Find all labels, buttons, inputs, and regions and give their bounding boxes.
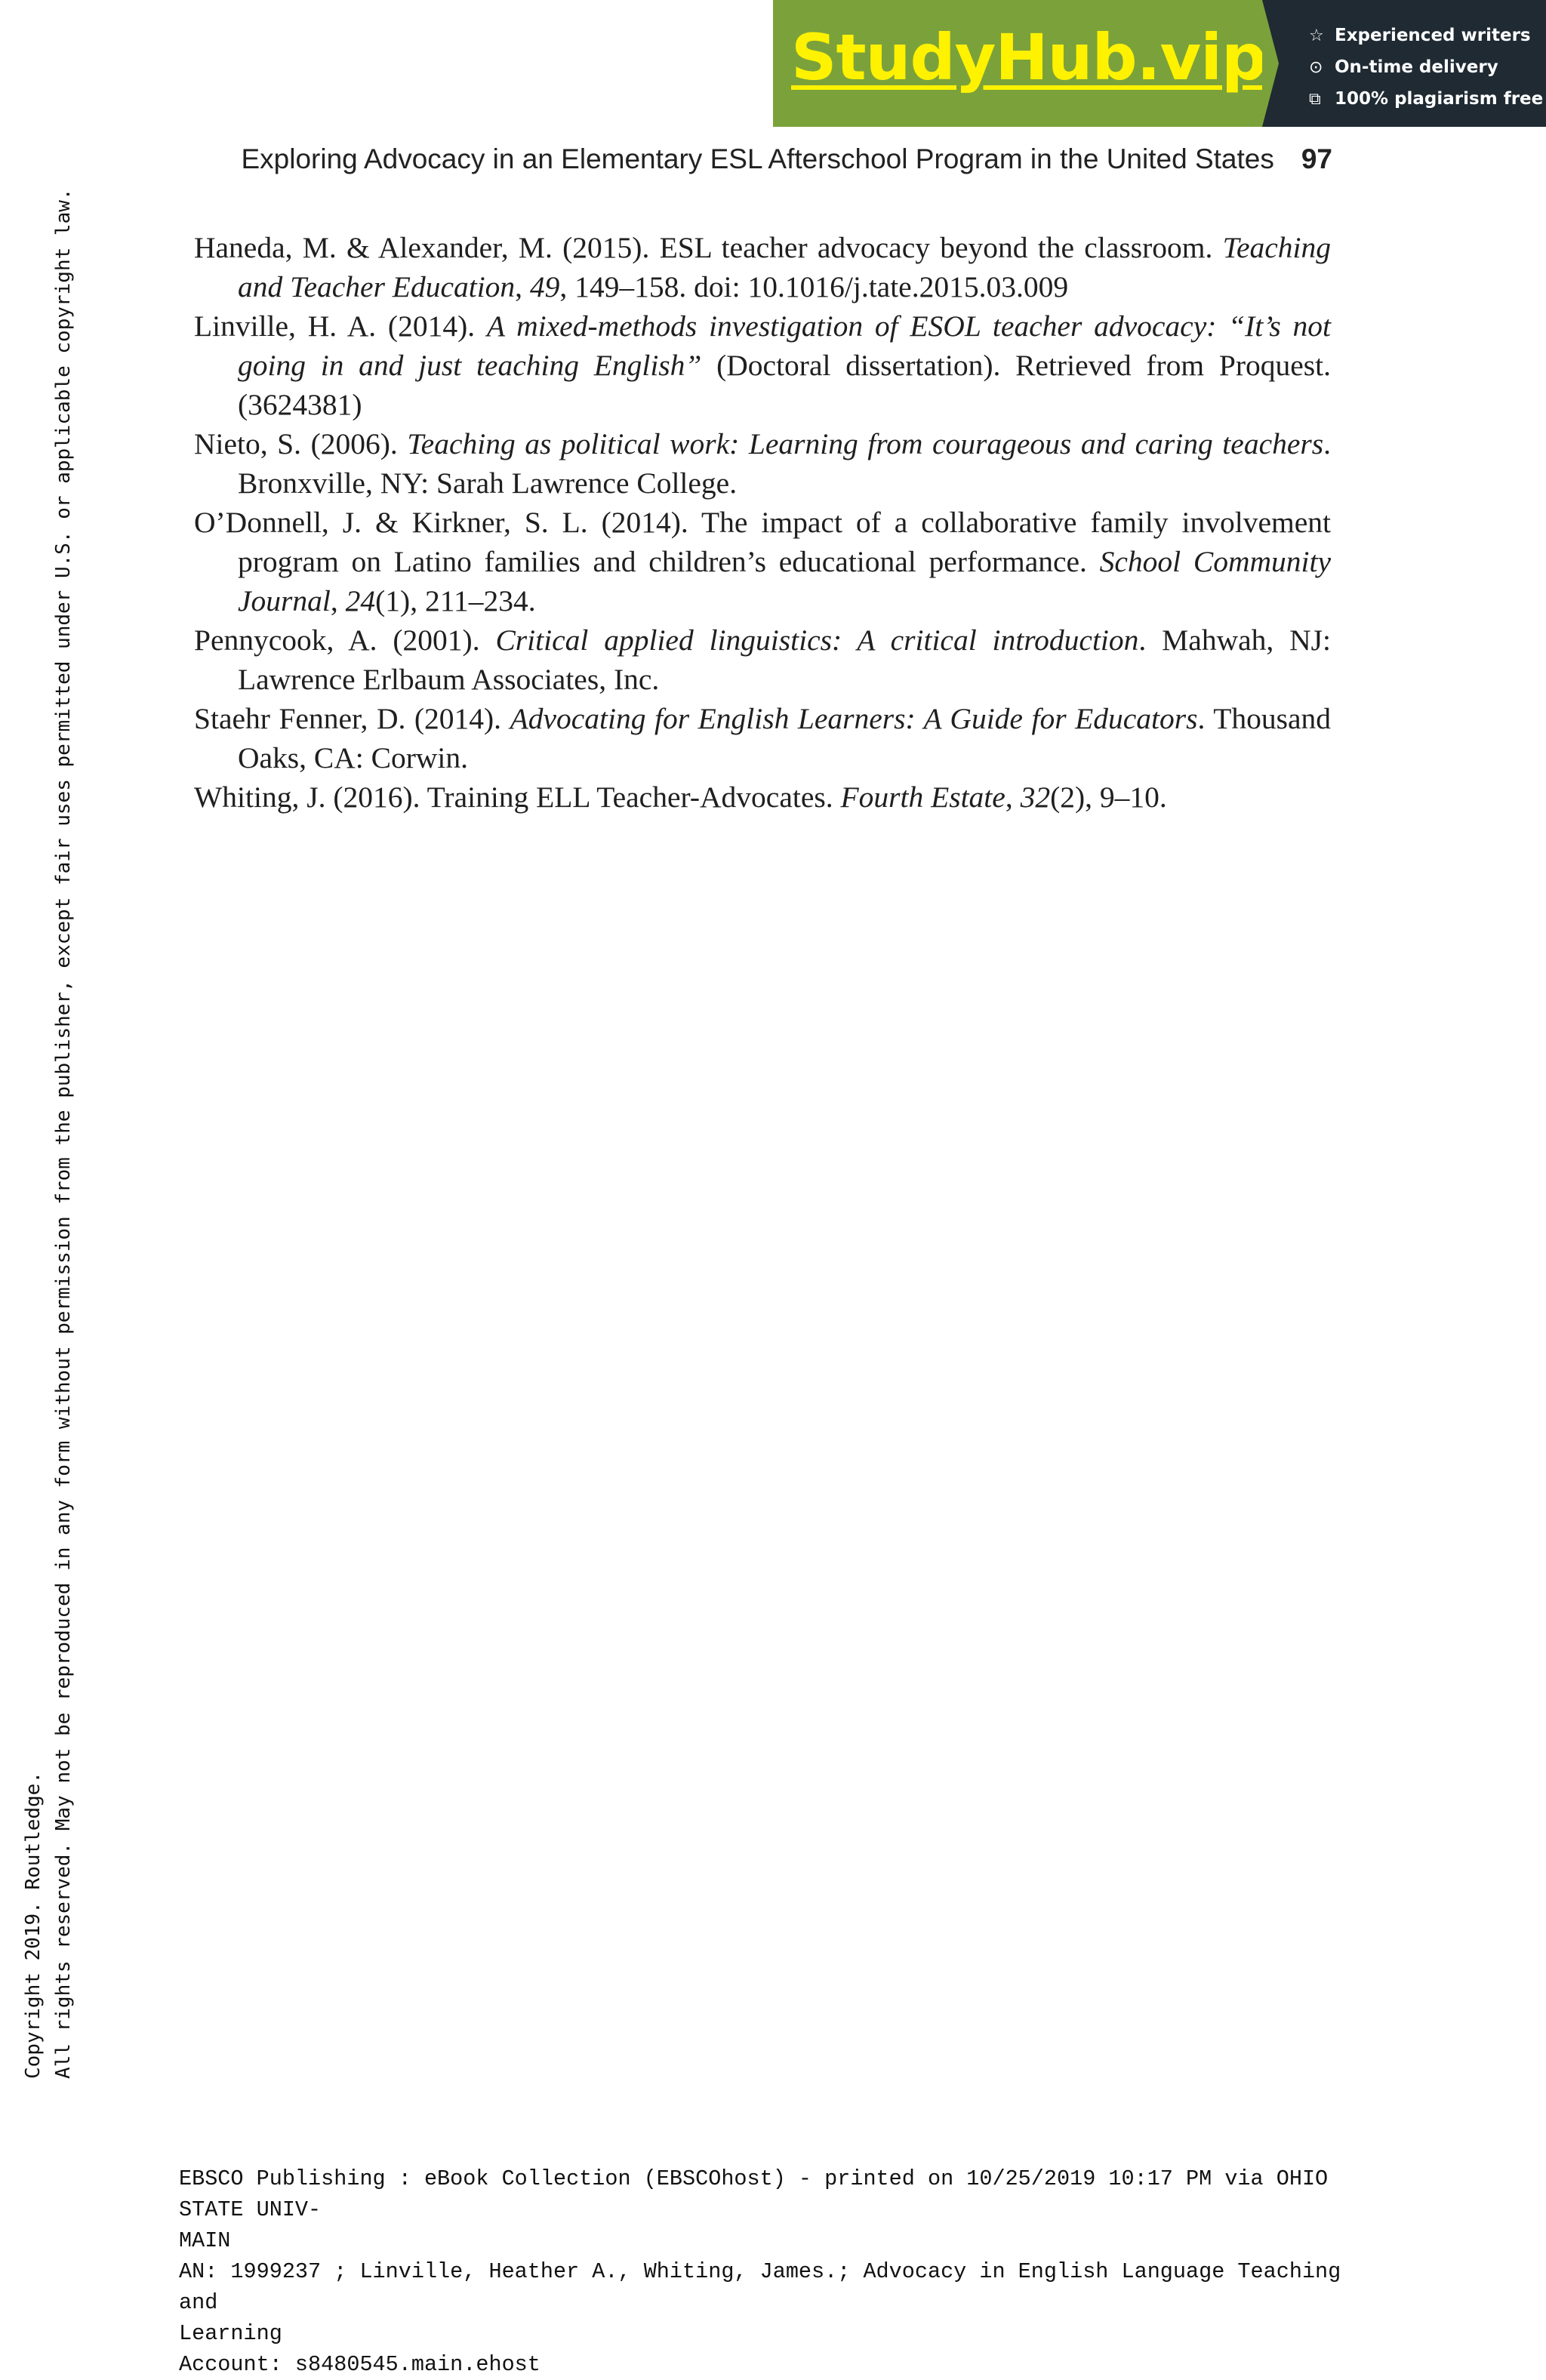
reference-linville — [194, 306, 1331, 424]
studyhub-banner[interactable] — [773, 0, 1546, 127]
footer-line: Learning — [179, 2321, 282, 2346]
star-icon: ☆ — [1309, 26, 1324, 45]
footer-line: MAIN — [179, 2228, 231, 2253]
reference-pennycook — [194, 620, 1331, 699]
reference-whiting — [194, 777, 1331, 817]
ref-text: , — [515, 270, 530, 303]
ref-italic: Fourth Estate — [840, 781, 1006, 814]
copyright-line: Copyright 2019. Routledge. — [22, 1772, 45, 2079]
ref-italic: Teaching and Teacher Education — [238, 231, 1331, 303]
ref-text: O’Donnell, J. & Kirkner, S. L. (2014). The impact of a collaborative family involvement program on Latino families and children’s educational performance. — [194, 506, 1331, 578]
reference-haneda — [194, 228, 1331, 306]
ref-italic: Advocating for English Learners: A Guide for Educators — [510, 702, 1198, 735]
ref-italic: Teaching as political work: Learning from courageous and caring teachers — [407, 427, 1324, 460]
ebsco-footer — [179, 2163, 1357, 2380]
feature-plagiarism-free — [1309, 83, 1546, 115]
running-header — [220, 143, 1332, 175]
ref-italic: 49 — [529, 270, 560, 303]
page-number: 97 — [1301, 143, 1332, 174]
feature-label: Experienced writers — [1335, 26, 1531, 45]
feature-label: 100% plagiarism free — [1335, 89, 1544, 109]
reference-staehr-fenner — [194, 699, 1331, 777]
footer-line: EBSCO Publishing : eBook Collection (EBSCOhost) - printed on 10/25/2019 10:17 PM via OHIO STATE UNIV- — [179, 2166, 1341, 2222]
ref-italic: Critical applied linguistics: A critical introduction — [495, 623, 1139, 657]
clock-icon: ⊙ — [1309, 57, 1323, 77]
banner-features — [1262, 0, 1546, 127]
ref-text: , — [1005, 781, 1021, 814]
ref-text: Haneda, M. & Alexander, M. (2015). ESL teacher advocacy beyond the classroom. — [194, 231, 1223, 264]
ref-text: . Bronxville, NY: Sarah Lawrence College. — [238, 427, 1331, 500]
rights-line: All rights reserved. May not be reproduced in any form without permission from the publisher, except fair uses permitted under U.S. or applicable copyright law. — [52, 188, 75, 2079]
ref-italic: A mixed-methods investigation of ESOL teacher advocacy: “It’s not going in and just teaching English” — [238, 309, 1331, 382]
feature-label: On-time delivery — [1335, 57, 1498, 77]
brand-name: StudyHub.vip — [791, 20, 1267, 94]
ref-text: Linville, H. A. (2014). — [194, 309, 487, 343]
ref-text: (2), 9–10. — [1050, 781, 1167, 814]
ref-italic: 24 — [345, 584, 376, 617]
reference-list — [194, 228, 1331, 817]
ref-text: Staehr Fenner, D. (2014). — [194, 702, 510, 735]
ref-text: Pennycook, A. (2001). — [194, 623, 496, 657]
ref-text: , 149–158. doi: 10.1016/j.tate.2015.03.009 — [559, 270, 1069, 303]
copy-icon: ⧉ — [1309, 89, 1321, 109]
feature-on-time-delivery — [1309, 51, 1546, 83]
ref-italic: School Community Journal — [238, 545, 1331, 617]
ref-text: , — [330, 584, 346, 617]
running-title: Exploring Advocacy in an Elementary ESL Afterschool Program in the United States — [241, 143, 1274, 174]
ref-text: Whiting, J. (2016). Training ELL Teacher-Advocates. — [194, 781, 841, 814]
ref-text: (Doctoral dissertation). Retrieved from Proquest. (3624381) — [238, 349, 1332, 421]
ref-text: (1), 211–234. — [375, 584, 536, 617]
ref-text: Nieto, S. (2006). — [194, 427, 408, 460]
ref-text: . Mahwah, NJ: Lawrence Erlbaum Associates, Inc. — [238, 623, 1331, 696]
side-copyright-notice — [18, 41, 79, 2079]
ref-text: . Thousand Oaks, CA: Corwin. — [238, 702, 1331, 774]
footer-line: Account: s8480545.main.ehost — [179, 2352, 540, 2377]
ref-italic: 32 — [1020, 781, 1051, 814]
reference-nieto — [194, 424, 1331, 503]
feature-experienced-writers — [1309, 20, 1546, 51]
reference-odonnell — [194, 503, 1331, 620]
footer-line: AN: 1999237 ; Linville, Heather A., Whiting, James.; Advocacy in English Language Teaching and — [179, 2259, 1354, 2315]
studyhub-logo[interactable] — [773, 0, 1267, 127]
